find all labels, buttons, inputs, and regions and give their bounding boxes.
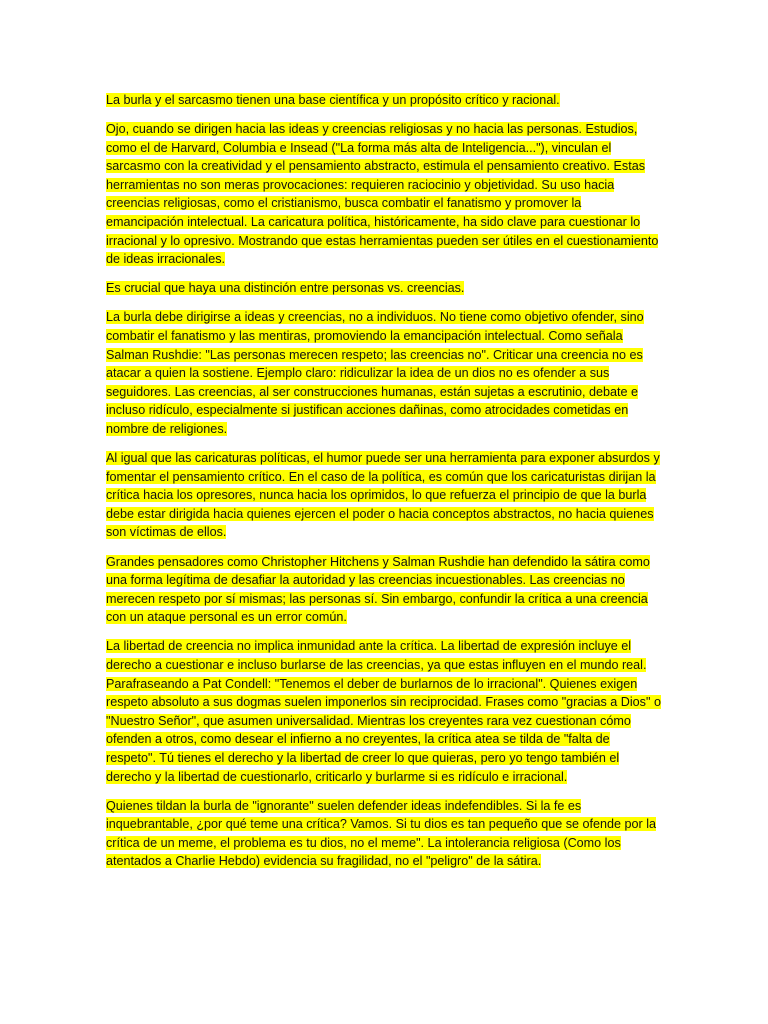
highlighted-text: Es crucial que haya una distinción entre personas vs. creencias. bbox=[106, 281, 465, 296]
highlighted-text: La libertad de creencia no implica inmunidad ante la crítica. La libertad de expresión incluye el derecho a cuestionar e incluso burlarse de las creencias, ya que estas influyen en el mundo real. Parafraseando a Pat Condell: "Tenemos el deber de burlarnos de lo irracional". Quienes exigen respeto absoluto a sus dogmas suelen imponerlos sin reciprocidad. Frases como "gracias a Dios" o "Nuestro Señor", que asumen universalidad. Mientras los creyentes rara vez cuestionan cómo ofenden a otros, como desear el infierno a no creyentes, la crítica atea se tilda de "falta de respeto". Tú tienes el derecho y la libertad de creer lo que quieras, pero yo tengo también el derecho y la libertad de cuestionarlo, criticarlo y burlarme si es ridículo e irracional. bbox=[106, 639, 661, 784]
paragraph-2 bbox=[106, 120, 662, 269]
highlighted-text: Ojo, cuando se dirigen hacia las ideas y creencias religiosas y no hacia las personas. Estudios, como el de Harvard, Columbia e Insead ("La forma más alta de Inteligencia..."), vinculan el sarcasmo con la creatividad y el pensamiento abstracto, estimula el pensamiento creativo. Estas herramientas no son meras provocaciones: requieren raciocinio y objetividad. Su uso hacia creencias religiosas, como el cristianismo, busca combatir el fanatismo y promover la emancipación intelectual. La caricatura política, históricamente, ha sido clave para cuestionar lo irracional y lo opresivo. Mostrando que estas herramientas pueden ser útiles en el cuestionamiento de ideas irracionales. bbox=[106, 122, 659, 267]
paragraph-4 bbox=[106, 308, 662, 438]
highlighted-text: Quienes tildan la burla de "ignorante" suelen defender ideas indefendibles. Si la fe es inquebrantable, ¿por qué teme una crítica? Vamos. Si tu dios es tan pequeño que se ofende por la crítica de un meme, el problema es tu dios, no el meme". La intolerancia religiosa (Como los atentados a Charlie Hebdo) evidencia su fragilidad, no el "peligro" de la sátira. bbox=[106, 798, 657, 869]
highlighted-text: Al igual que las caricaturas políticas, el humor puede ser una herramienta para exponer absurdos y fomentar el pensamiento crítico. En el caso de la política, es común que los caricaturistas dirijan la crítica hacia los opresores, nunca hacia los oprimidos, lo que refuerza el principio de que la burla debe estar dirigida hacia quienes ejercen el poder o hacia conceptos abstractos, no hacia quienes son víctimas de ellos. bbox=[106, 451, 660, 540]
paragraph-5 bbox=[106, 449, 662, 542]
highlighted-text: Grandes pensadores como Christopher Hitchens y Salman Rushdie han defendido la sátira como una forma legítima de desafiar la autoridad y las creencias incuestionables. Las creencias no merecen respeto por sí mismas; las personas sí. Sin embargo, confundir la crítica a una creencia con un ataque personal es un error común. bbox=[106, 554, 650, 625]
paragraph-6 bbox=[106, 553, 662, 627]
highlighted-text: La burla debe dirigirse a ideas y creencias, no a individuos. No tiene como objetivo ofender, sino combatir el fanatismo y las mentiras, promoviendo la emancipación intelectual. Como señala Salman Rushdie: "Las personas merecen respeto; las creencias no". Criticar una creencia no es atacar a quien la sostiene. Ejemplo claro: ridiculizar la idea de un dios no es ofender a sus seguidores. Las creencias, al ser construcciones humanas, están sujetas a escrutinio, debate e incluso ridículo, especialmente si justifican acciones dañinas, como atrocidades cometidas en nombre de religiones. bbox=[106, 310, 644, 436]
paragraph-8 bbox=[106, 797, 662, 871]
paragraph-7 bbox=[106, 637, 662, 786]
paragraph-1 bbox=[106, 91, 662, 110]
document-page bbox=[106, 91, 662, 882]
highlighted-text: La burla y el sarcasmo tienen una base científica y un propósito crítico y racional. bbox=[106, 93, 560, 107]
paragraph-3 bbox=[106, 279, 662, 298]
